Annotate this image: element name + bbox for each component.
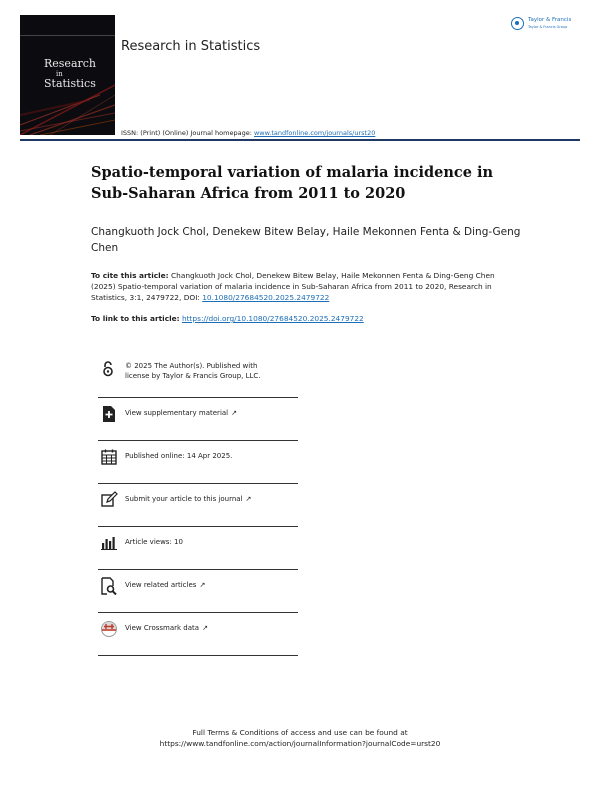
license-text (125, 361, 261, 381)
views-text: Article views: 10 (125, 538, 183, 546)
external-link-icon: ↗ (245, 495, 252, 503)
issn-text: ISSN: (Print) (Online) Journal homepage: (121, 129, 254, 137)
citation-text: Changkuoth Jock Chol, Denekew Bitew Belay, Haile Mekonnen Fenta & Ding-Geng Chen (2025) Spatio-temporal variation of malaria incidence in Sub-Saharan Africa from 2011 to 2020, Research in Statistics, 3:1, 2479722, DOI: (91, 271, 495, 302)
supplementary-label: View supplementary material (125, 409, 229, 417)
crossmark-label: View Crossmark data (125, 624, 200, 632)
license-line: license by Taylor & Francis Group, LLC. (125, 372, 261, 380)
header-divider (20, 139, 580, 141)
published-row (98, 440, 298, 483)
article-authors: Changkuoth Jock Chol, Denekew Bitew Belay, Haile Mekonnen Fenta & Ding-Geng Chen (91, 226, 521, 254)
submit-row[interactable] (98, 483, 298, 526)
journal-title[interactable]: Research in Statistics (121, 39, 261, 54)
external-link-icon: ↗ (231, 409, 237, 417)
external-link-icon: ↗ (199, 581, 206, 589)
journal-homepage-link[interactable]: www.tandfonline.com/journals/urst20 (253, 129, 376, 137)
related-label: View related articles (125, 581, 197, 589)
search-document-icon (100, 577, 118, 595)
cover-rule (20, 35, 115, 36)
journal-cover (20, 15, 115, 135)
cover-title-line: Statistics (44, 77, 96, 90)
submit-label: Submit your article to this journal (125, 495, 243, 503)
publisher-name: Taylor & Francis (528, 17, 572, 23)
cover-title-line: in (56, 70, 63, 78)
cover-title-line: Research (44, 57, 97, 70)
supplementary-text (125, 408, 237, 418)
supplementary-icon (100, 405, 118, 423)
issn-line (121, 129, 375, 137)
supplementary-row[interactable] (98, 397, 298, 440)
calendar-icon (100, 448, 118, 466)
views-row (98, 526, 298, 569)
citation-label: To cite this article: (91, 271, 169, 280)
edit-icon (100, 491, 118, 509)
publisher-logo-icon (511, 17, 524, 30)
article-link-row (91, 314, 364, 323)
cover-title (44, 59, 96, 89)
publisher-subname: Taylor & Francis Group (528, 25, 568, 29)
license-row (98, 355, 298, 397)
article-title: Spatio-temporal variation of malaria incidence in Sub-Saharan Africa from 2011 to 2020 (91, 164, 494, 202)
open-access-icon (100, 360, 118, 378)
published-text: Published online: 14 Apr 2025. (125, 452, 233, 460)
crossmark-icon (100, 620, 118, 638)
footer (0, 727, 600, 749)
bar-chart-icon (100, 534, 118, 552)
citation (91, 270, 521, 303)
publisher-logo[interactable] (511, 16, 586, 36)
info-list-end-rule (98, 655, 298, 656)
submit-text (125, 494, 251, 504)
crossmark-text (125, 623, 208, 633)
related-row[interactable] (98, 569, 298, 612)
citation-doi-link[interactable]: 10.1080/27684520.2025.2479722 (202, 293, 330, 302)
crossmark-row[interactable] (98, 612, 298, 655)
article-info-list (98, 355, 298, 656)
external-link-icon: ↗ (202, 624, 208, 632)
link-label: To link to this article: (91, 314, 180, 323)
article-doi-link[interactable]: https://doi.org/10.1080/27684520.2025.2479722 (181, 314, 364, 323)
footer-line: Full Terms & Conditions of access and use can be found at (192, 728, 408, 737)
footer-terms-link[interactable]: https://www.tandfonline.com/action/journalInformation?journalCode=urst20 (159, 739, 441, 748)
related-text (125, 580, 205, 590)
license-line: © 2025 The Author(s). Published with (125, 362, 258, 370)
